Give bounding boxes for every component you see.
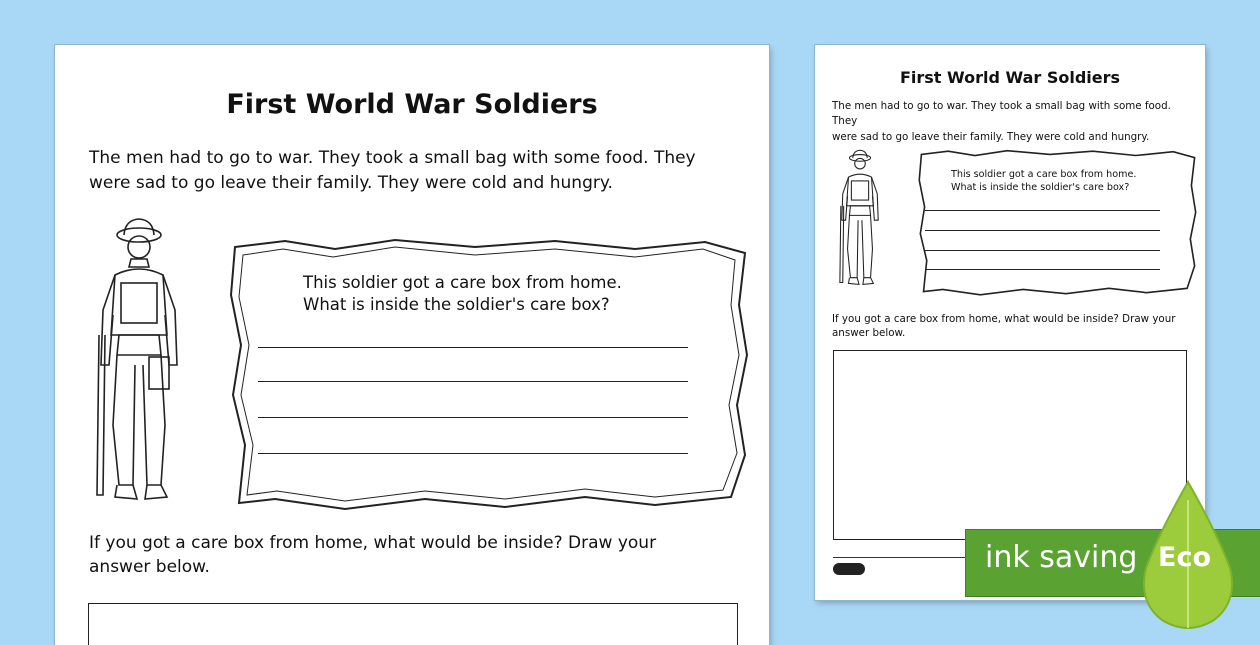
worksheet-title: First World War Soldiers: [226, 89, 598, 120]
question-line-1: If you got a care box from home, what would be inside? Draw your: [832, 313, 1176, 325]
question-line-2: answer below.: [89, 556, 210, 577]
soldier-illustration: [91, 215, 187, 510]
intro-line-2: were sad to go leave their family. They were cold and hungry.: [832, 130, 1150, 143]
worksheet-large: [55, 45, 769, 645]
drawing-box[interactable]: [833, 350, 1187, 540]
intro-text: [832, 99, 1192, 145]
eco-label: Eco: [1158, 542, 1211, 573]
writing-line[interactable]: [925, 230, 1160, 231]
question-line-1: If you got a care box from home, what would be inside? Draw your: [89, 533, 657, 553]
scroll-prompt: [951, 169, 1136, 195]
prompt-line-2: What is inside the soldier's care box?: [951, 181, 1130, 193]
prompt-line-1: This soldier got a care box from home.: [951, 169, 1137, 180]
prompt-line-2: What is inside the soldier's care box?: [303, 295, 610, 315]
twinkl-logo: [833, 563, 865, 575]
worksheet-title: First World War Soldiers: [899, 68, 1121, 87]
intro-line-1: The men had to go to war. They took a small bag with some food. They: [89, 148, 696, 168]
intro-line-2: were sad to go leave their family. They were cold and hungry.: [89, 172, 613, 193]
drawing-box[interactable]: [88, 603, 738, 645]
writing-line[interactable]: [258, 453, 688, 454]
ink-saving-label: ink saving: [985, 540, 1138, 575]
writing-line[interactable]: [925, 250, 1160, 251]
writing-line[interactable]: [258, 417, 688, 418]
writing-line[interactable]: [925, 269, 1160, 270]
prompt-line-1: This soldier got a care box from home.: [303, 273, 622, 292]
draw-question: [89, 532, 749, 580]
writing-line[interactable]: [925, 210, 1160, 211]
draw-question: [832, 312, 1192, 341]
intro-text: [89, 146, 749, 195]
scroll-prompt: [303, 272, 622, 317]
writing-line[interactable]: [258, 381, 688, 382]
intro-line-1: The men had to go to war. They took a small bag with some food. They: [832, 100, 1171, 128]
soldier-illustration: [837, 138, 883, 300]
question-line-2: answer below.: [832, 327, 906, 340]
writing-line[interactable]: [258, 347, 688, 348]
